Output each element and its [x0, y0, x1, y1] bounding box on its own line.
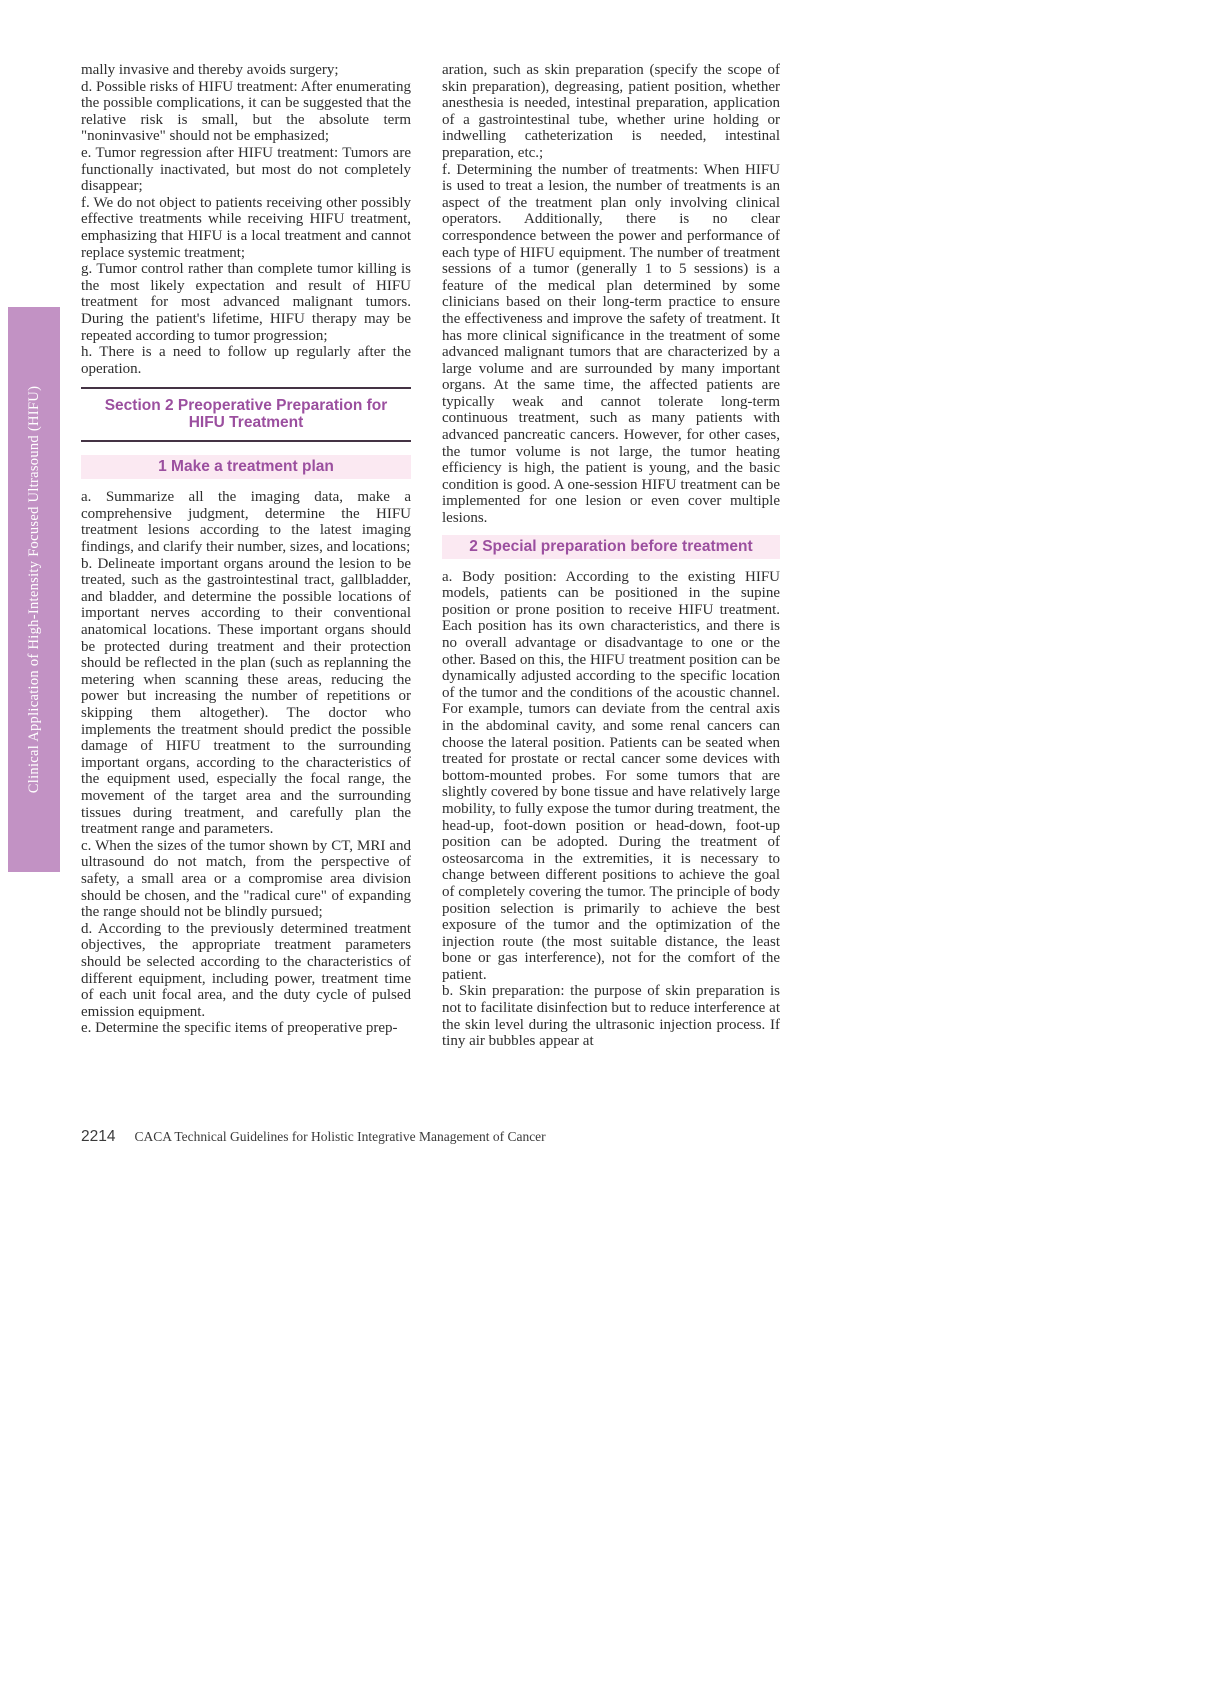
subsection-heading-1: 1 Make a treatment plan — [81, 455, 411, 479]
page-number: 2214 — [81, 1128, 116, 1145]
paragraph: d. Possible risks of HIFU treatment: After enumerating the possible complications, it can be suggested that the relative risk is small, but the absolute term "noninvasive" should not be emphasized; — [81, 78, 411, 145]
page-footer — [81, 1128, 546, 1146]
paragraph: g. Tumor control rather than complete tumor killing is the most likely expectation and result of HIFU treatment for most advanced malignant tumors. During the patient's lifetime, HIFU therapy may be repeated according to tumor progression; — [81, 261, 411, 344]
paragraph: b. Delineate important organs around the lesion to be treated, such as the gastrointestinal tract, gallbladder, and bladder, and determine the possible locations of important nerves according to their conventional anatomical locations. These important organs should be protected during treatment and their protection should be reflected in the plan (such as replanning the metering when scanning these areas, reducing the power but increasing the number of repetitions or skipping them altogether). The doctor who implements the treatment should predict the possible damage of HIFU treatment to the surrounding important organs, according to the characteristics of the equipment used, especially the focal range, the movement of the target area and the surrounding tissues during treatment, and carefully plan the treatment range and parameters. — [81, 555, 411, 838]
paragraph: b. Skin preparation: the purpose of skin preparation is not to facilitate disinfection but to reduce interference at the skin level during the ultrasonic injection process. If tiny air bubbles appear at — [442, 983, 780, 1050]
chapter-sidebar-label: Clinical Application of High-Intensity Focused Ultrasound (HIFU) — [26, 385, 42, 794]
paragraph: c. When the sizes of the tumor shown by CT, MRI and ultrasound do not match, from the perspective of safety, a small area or a compromise area division should be chosen, and the "radical cure" of expanding the range should not be blindly pursued; — [81, 837, 411, 921]
paragraph: f. We do not object to patients receiving other possibly effective treatments while receiving HIFU treatment, emphasizing that HIFU is a local treatment and cannot replace systemic treatment; — [81, 194, 411, 261]
left-column — [81, 62, 411, 1037]
subsection-heading-2: 2 Special preparation before treatment — [442, 535, 780, 559]
paragraph: h. There is a need to follow up regularly after the operation. — [81, 344, 411, 377]
section-heading-line2: HIFU Treatment — [188, 414, 304, 432]
paragraph: e. Tumor regression after HIFU treatment: Tumors are functionally inactivated, but most do not completely disappear; — [81, 144, 411, 195]
running-footer-title: CACA Technical Guidelines for Holistic Integrative Management of Cancer — [134, 1129, 546, 1144]
paragraph: aration, such as skin preparation (specify the scope of skin preparation), degreasing, patient position, whether anesthesia is needed, intestinal preparation, application of a gastrointestinal tube, whether urine holding or indwelling catheterization is needed, intestinal preparation, etc.; — [442, 62, 780, 161]
paragraph: f. Determining the number of treatments: When HIFU is used to treat a lesion, the number of treatments is an aspect of the treatment plan only involving clinical operators. Additionally, there is no clear correspondence between the power and performance of each type of HIFU equipment. The number of treatment sessions of a tumor (generally 1 to 5 sessions) is a feature of the medical plan determined by some clinicians based on their long-term practice to ensure the effectiveness and improve the safety of treatment. It has more clinical significance in the treatment of some advanced malignant tumors that are characterized by a large volume and are surrounded by many important organs. At the same time, the affected patients are typically weak and cannot tolerate long-term continuous treatment, such as many patients with advanced pancreatic cancers. However, for other cases, the tumor volume is not large, the tumor heating efficiency is high, the patient is young, and the basic condition is good. A one-session HIFU treatment can be implemented for one lesion or even cover multiple lesions. — [442, 161, 780, 527]
chapter-sidebar-tab — [8, 307, 60, 872]
paragraph: e. Determine the specific items of preoperative prep- — [81, 1020, 398, 1037]
section-heading-line1: Section 2 Preoperative Preparation for — [104, 397, 388, 415]
section-heading — [81, 387, 411, 442]
right-column — [442, 62, 780, 1050]
paragraph: mally invasive and thereby avoids surgery; — [81, 62, 339, 78]
paragraph: d. According to the previously determined treatment objectives, the appropriate treatment parameters should be selected according to the characteristics of different equipment, including power, treatment time of each unit focal area, and the duty cycle of pulsed emission equipment. — [81, 920, 411, 1020]
paragraph: a. Summarize all the imaging data, make a comprehensive judgment, determine the HIFU treatment lesions according to the latest imaging findings, and clarify their number, sizes, and locations; — [81, 489, 411, 556]
paragraph: a. Body position: According to the existing HIFU models, patients can be positioned in the supine position or prone position to receive HIFU treatment. Each position has its own characteristics, and there is no overall advantage or disadvantage to one or the other. Based on this, the HIFU treatment position can be dynamically adjusted according to the specific location of the tumor and the conditions of the acoustic channel. For example, tumors can deviate from the central axis in the abdominal cavity, and some renal cancers can choose the lateral position. Patients can be seated when treated for prostate or rectal cancer some devices with bottom-mounted probes. For some tumors that are slightly covered by bone tissue and have relatively large mobility, to fully expose the tumor during treatment, the head-up, foot-down position or head-down, foot-up position can be adopted. During the treatment of osteosarcoma in the extremities, it is necessary to change between different positions to achieve the goal of completely covering the tumor. The principle of body position selection is primarily to achieve the best exposure of the tumor and the optimization of the injection route (the most suitable distance, the least bone or gas interference), not for the comfort of the patient. — [442, 568, 780, 983]
